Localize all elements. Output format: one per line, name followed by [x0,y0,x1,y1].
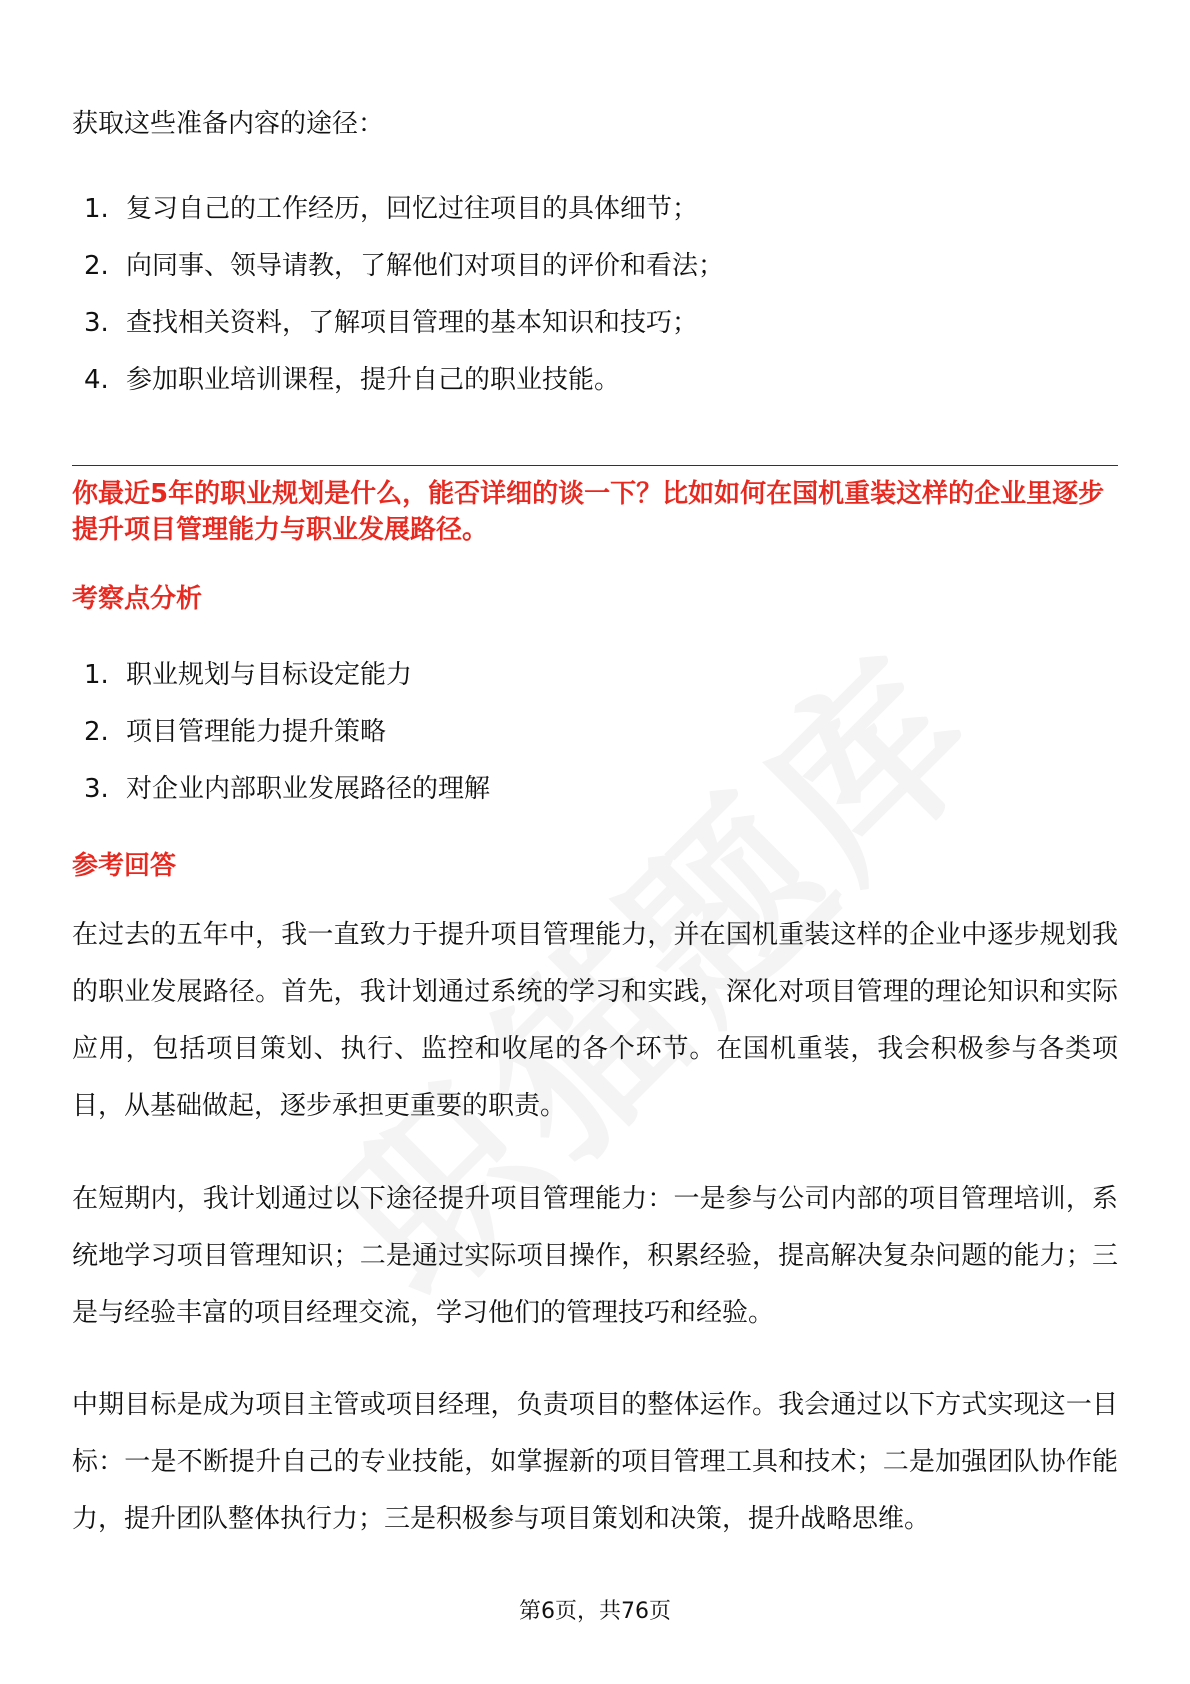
interview-question: 你最近5年的职业规划是什么，能否详细的谈一下？比如如何在国机重装这样的企业里逐步提升项目管理能力与职业发展路径。 [72,479,1105,545]
list-item [72,238,724,295]
answer-paragraph: 在过去的五年中，我一直致力于提升项目管理能力，并在国机重装这样的企业中逐步规划我的职业发展路径。首先，我计划通过系统的学习和实践，深化对项目管理的理论知识和实际应用，包括项目策划、执行、监控和收尾的各个环节。在国机重装，我会积极参与各类项目，从基础做起，逐步承担更重要的职责。 [72,920,1118,1121]
section-divider [72,465,1118,466]
list-number: 1. [84,660,109,690]
page-number: 第6页，共76页 [519,1599,671,1624]
list-item-text: 职业规划与目标设定能力 [126,660,413,690]
list-item [72,647,490,704]
analysis-list [72,647,490,818]
list-item [72,295,724,352]
list-item-text: 查找相关资料，了解项目管理的基本知识和技巧； [126,308,699,338]
list-number: 3. [84,308,109,338]
list-item-text: 向同事、领导请教，了解他们对项目的评价和看法； [126,251,725,281]
list-number: 4. [84,365,109,395]
list-item-text: 复习自己的工作经历，回忆过往项目的具体细节； [126,194,699,224]
analysis-heading: 考察点分析 [72,584,203,614]
list-item-text: 对企业内部职业发展路径的理解 [126,774,491,804]
answer-paragraph: 中期目标是成为项目主管或项目经理，负责项目的整体运作。我会通过以下方式实现这一目标：一是不断提升自己的专业技能，如掌握新的项目管理工具和技术；二是加强团队协作能力，提升团队整体执行力；三是积极参与项目策划和决策，提升战略思维。 [72,1390,1118,1534]
list-item [72,181,724,238]
list-number: 2. [84,717,109,747]
list-item [72,761,490,818]
list-item [72,704,490,761]
list-number: 2. [84,251,109,281]
list-item-text: 项目管理能力提升策略 [126,717,387,747]
list-item-text: 参加职业培训课程，提升自己的职业技能。 [126,365,621,395]
answer-paragraph: 在短期内，我计划通过以下途径提升项目管理能力：一是参与公司内部的项目管理培训，系统地学习项目管理知识；二是通过实际项目操作，积累经验，提高解决复杂问题的能力；三是与经验丰富的项目经理交流，学习他们的管理技巧和经验。 [72,1184,1118,1328]
preparation-list [72,181,724,409]
list-number: 1. [84,194,109,224]
list-item [72,352,724,409]
list-number: 3. [84,774,109,804]
intro-text: 获取这些准备内容的途径： [72,109,385,139]
answer-heading: 参考回答 [72,851,177,881]
